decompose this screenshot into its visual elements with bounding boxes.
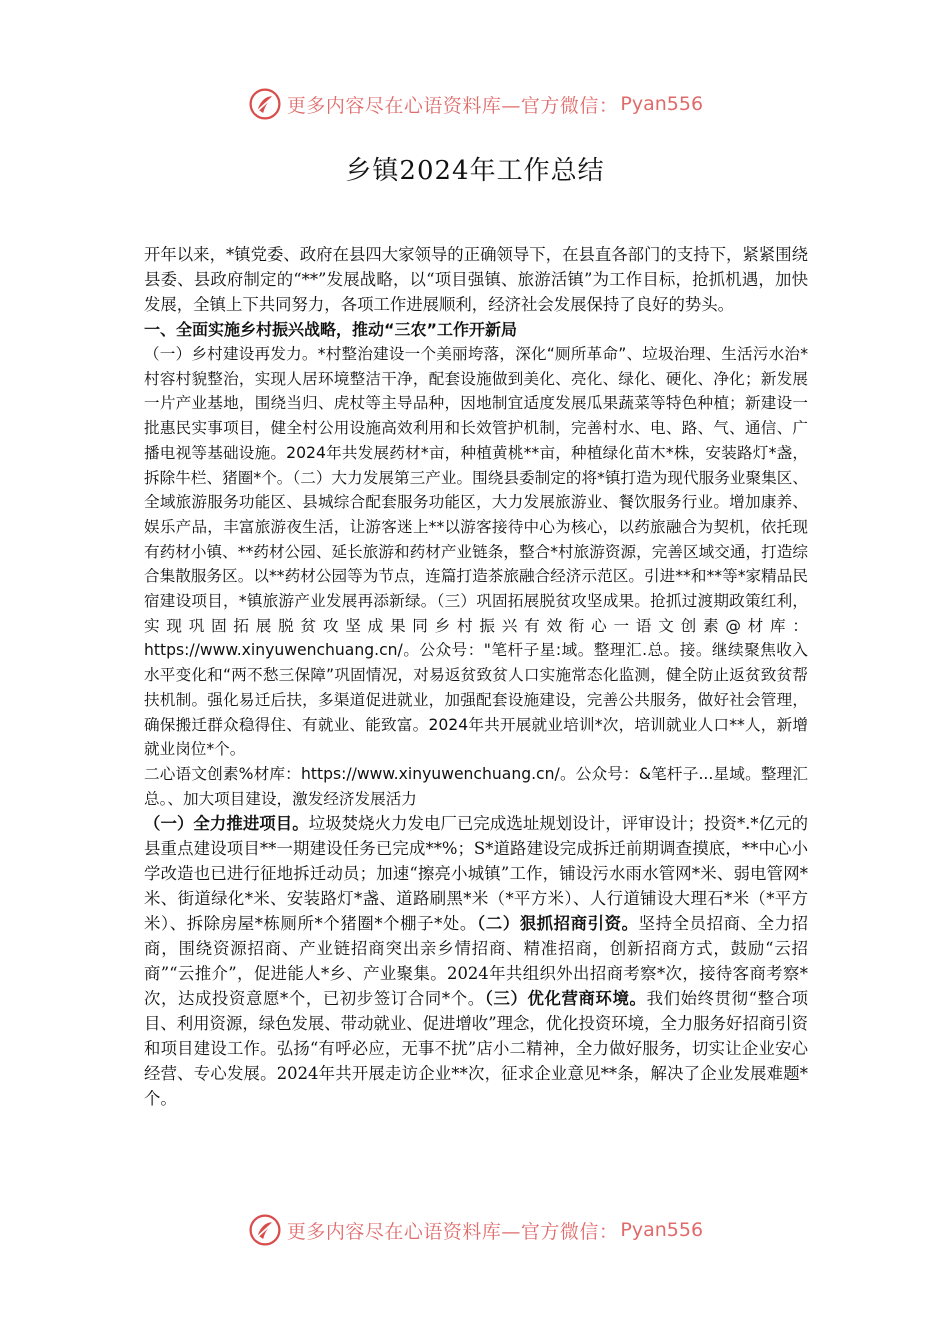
watermark-handle: Pyan556 (620, 93, 704, 115)
watermark-footer (0, 1208, 950, 1252)
subsection-text-projects: 垃圾焚烧火力发电厂已完成选址规划设计，评审设计；投资*.*亿元的县重点建设项目**一期建设任务已完成**%；S*道路建设完成拆迁前期调查摸底，**中心小学改造也已进行征地拆迁动员；加速“擦亮小城镇”工作，铺设污水雨水管网*米、弱电管网*米、街道绿化*米、安装路灯*盏、道路刷黑*米（*平方米）、人行道铺设大理石*米（*平方米）、拆除房屋*栋厕所*个猪圈*个棚子*处。 (144, 814, 808, 934)
subsection-label-business: （三）优化营商环境。 (484, 989, 647, 1009)
subsection-text-investment: 坚持全员招商、全力招商，围绕资源招商、产业链招商突出亲乡情招商、精准招商，创新招商方式，鼓励“云招商”“云推介”，促进能人*乡、产业聚集。2024年共组织外出招商考察*次，接待客商考察*次，达成投资意愿*个，已初步签订合同*个。 (144, 914, 808, 1009)
watermark-text: 更多内容尽在心语资料库—官方微信： (286, 1220, 619, 1243)
subsection-text-business: 我们始终贯彻“整合项目、利用资源，绿色发展、带动就业、促进增收”理念，优化投资环境，全力服务好招商引资和项目建设工作。弘扬“有呼必应，无事不扰”店小二精神，全力做好服务，切实让企业安心经营、专心发展。2024年共开展走访企业**次，征求企业意见**条，解决了企业发展难题*个。 (144, 989, 809, 1109)
section1-heading: 一、全面实施乡村振兴战略，推动“三农”工作开新局 (144, 320, 518, 339)
watermark-header (0, 82, 950, 126)
section1-paragraph: （一）乡村建设再发力。*村整治建设一个美丽垮落，深化“厕所革命”、垃圾治理、生活污水治*村容村貌整治，实现人居环境整洁干净，配套设施做到美化、亮化、绿化、硬化、净化；新发展一片产业基地，围绕当归、虎杖等主导品种，因地制宜适度发展瓜果蔬菜等特色种植；新建设一批惠民实事项目，健全村公用设施高效利用和长效管护机制，完善村水、电、路、气、通信、广播电视等基础设施。2024年共发展药材*亩，种植黄桃**亩，种植绿化苗木*株，安装路灯*盏，拆除牛栏、猪圈*个。（二）大力发展第三产业。围绕县委制定的将*镇打造为现代服务业聚集区、全域旅游服务功能区、县城综合配套服务功能区，大力发展旅游业、餐饮服务行业。增加康养、娱乐产品，丰富旅游夜生活，让游客迷上**以游客接待中心为核心，以药旅融合为契机，依托现有药材小镇、**药材公园、延长旅游和药材产业链条，整合*村旅游资源，完善区域交通，打造综合集散服务区。以**药材公园等为节点，连篇打造茶旅融合经济示范区。引进**和**等*家精品民宿建设项目，*镇旅游产业发展再添新绿。（三）巩固拓展脱贫攻坚成果。抢抓过渡期政策红利，实现巩固拓展脱贫攻坚成果同乡村振兴有效衔心一语文创素@材库：https://www.xinyuwenchuang.cn/。公众号："笔杆子星:域。整理汇.总。接。继续聚焦收入水平变化和“两不愁三保障”巩固情况，对易返贫致贫人口实施常态化监测，健全防止返贫致贫帮扶机制。强化易迁后扶，多渠道促进就业，加强配套设施建设，完善公共服务，做好社会管理，确保搬迁群众稳得住、有就业、能致富。2024年共开展就业培训*次，培训就业人口**人，新增就业岗位*个。 (144, 345, 808, 759)
subsection-label-investment: （二）狠抓招商引资。 (476, 914, 639, 934)
xinyu-logo-icon (247, 1212, 283, 1248)
section2-heading-line: 二心语文创素%材库：https://www.xinyuwenchuang.cn/。公众号：&笔杆子...星域。整理汇总。、加大项目建设，激发经济发展活力 (144, 764, 808, 808)
intro-paragraph: 开年以来，*镇党委、政府在县四大家领导的正确领导下，在县直各部门的支持下，紧紧围绕县委、县政府制定的“**”发展战略，以“项目强镇、旅游活镇”为工作目标，抢抓机遇，加快发展，全镇上下共同努力，各项工作进展顺利，经济社会发展保持了良好的势头。 (144, 245, 808, 314)
document-title: 乡镇2024年工作总结 (345, 156, 605, 186)
watermark-text: 更多内容尽在心语资料库—官方微信： (286, 94, 619, 117)
xinyu-logo-icon (247, 86, 283, 122)
watermark-handle: Pyan556 (620, 1219, 704, 1241)
section2-paragraph (144, 811, 808, 1111)
subsection-label-projects: （一）全力推进项目。 (144, 814, 309, 834)
document-body (144, 242, 808, 1111)
